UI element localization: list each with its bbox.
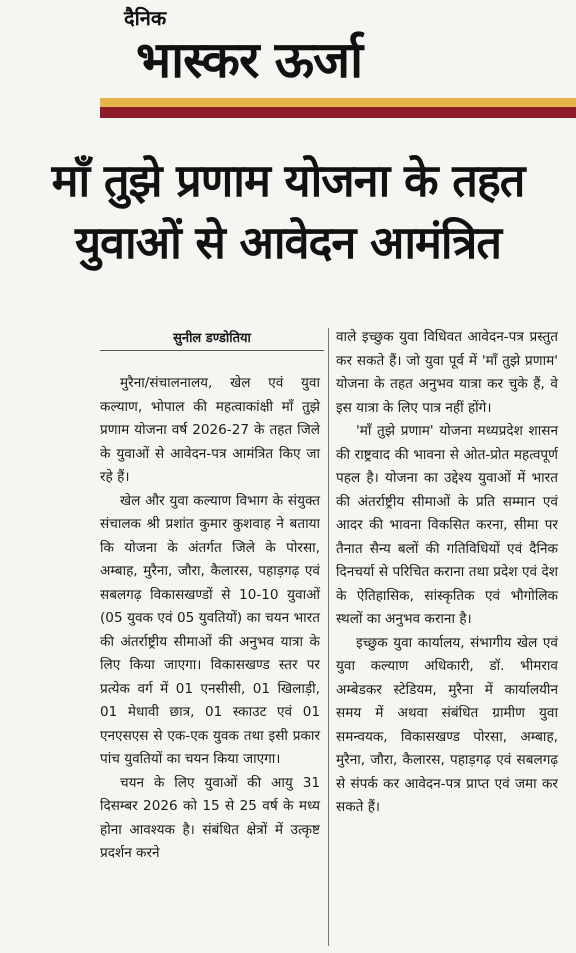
right-column: [336, 326, 558, 820]
paragraph: मुरैना/संचालनालय, खेल एवं युवा कल्याण, भोपाल की महत्वाकांक्षी माँ तुझे प्रणाम योजना वर्ष 2026-27 के तहत जिले के युवाओं से आवेदन-पत्र आमंत्रित किए जा रहे हैं।: [100, 375, 320, 485]
column-divider: [328, 328, 329, 946]
paragraph: वाले इच्छुक युवा विधिवत आवेदन-पत्र प्रस्तुत कर सकते हैं। जो युवा पूर्व में 'माँ तुझे प्रणाम' योजना के तहत अनुभव यात्रा कर चुके हैं, वे इस यात्रा के लिए पात्र नहीं होंगे।: [336, 329, 558, 416]
paragraph: इच्छुक युवा कार्यालय, संभागीय खेल एवं युवा कल्याण अधिकारी, डॉ. भीमराव अम्बेडकर स्टेडियम, मुरैना में कार्यालयीन समय में अथवा संबंधित ग्रामीण युवा समन्वयक, विकासखण्ड पोरसा, अम्बाह, मुरैना, जौरा, कैलारस, पहाड़गढ़ एवं सबलगढ़ से संपर्क कर आवेदन-पत्र प्राप्त एवं जमा कर सकते हैं।: [336, 634, 558, 815]
paragraph: चयन के लिए युवाओं की आयु 31 दिसम्बर 2026 को 15 से 25 वर्ष के मध्य होना आवश्यक है। संबंधित क्षेत्रों में उत्कृष्ट प्रदर्शन करने: [100, 774, 320, 861]
daily-label: दैनिक: [124, 6, 167, 30]
author-name: सुनील डण्डोतिया: [169, 331, 255, 346]
left-column: [100, 372, 320, 866]
paragraph: खेल और युवा कल्याण विभाग के संयुक्त संचालक श्री प्रशांत कुमार कुशवाह ने बताया कि योजना के अंतर्गत जिले के पोरसा, अम्बाह, मुरैना, जौरा, कैलारस, पहाड़गढ़ एवं सबलगढ़ विकासखण्डों से 10-10 युवाओं (05 युवक एवं 05 युवतियों) का चयन भारत की अंतर्राष्ट्रीय सीमाओं की अनुभव यात्रा के लिए किया जाएगा। विकासखण्ड स्तर पर प्रत्येक वर्ग में 01 एनसीसी, 01 खिलाड़ी, 01 मेधावी छात्र, 01 स्काउट एवं 01 एनएसएस से एक-एक युवक तथा इसी प्रकार पांच युवतियों का चयन किया जाएगा।: [100, 492, 320, 767]
newspaper-name: भास्कर ऊर्जा: [136, 31, 363, 89]
masthead: [0, 0, 576, 132]
byline: [100, 328, 324, 351]
masthead-color-band: [100, 98, 576, 118]
headline-line-1: माँ तुझे प्रणाम योजना के तहत: [51, 154, 525, 207]
headline-line-2: युवाओं से आवेदन आमंत्रित: [74, 216, 502, 269]
paragraph: 'माँ तुझे प्रणाम' योजना मध्यप्रदेश शासन की राष्ट्रवाद की भावना से ओत-प्रोत महत्वपूर्ण पहल है। योजना का उद्देश्य युवाओं में भारत की अंतर्राष्ट्रीय सीमाओं के प्रति सम्मान एवं आदर की भावना विकसित करना, सीमा पर तैनात सैन्य बलों की गतिविधियों एवं दैनिक दिनचर्या से परिचित कराना तथा प्रदेश एवं देश के ऐतिहासिक, सांस्कृतिक एवं भौगोलिक स्थलों का अनुभव कराना है।: [336, 423, 558, 627]
headline: [20, 150, 556, 274]
